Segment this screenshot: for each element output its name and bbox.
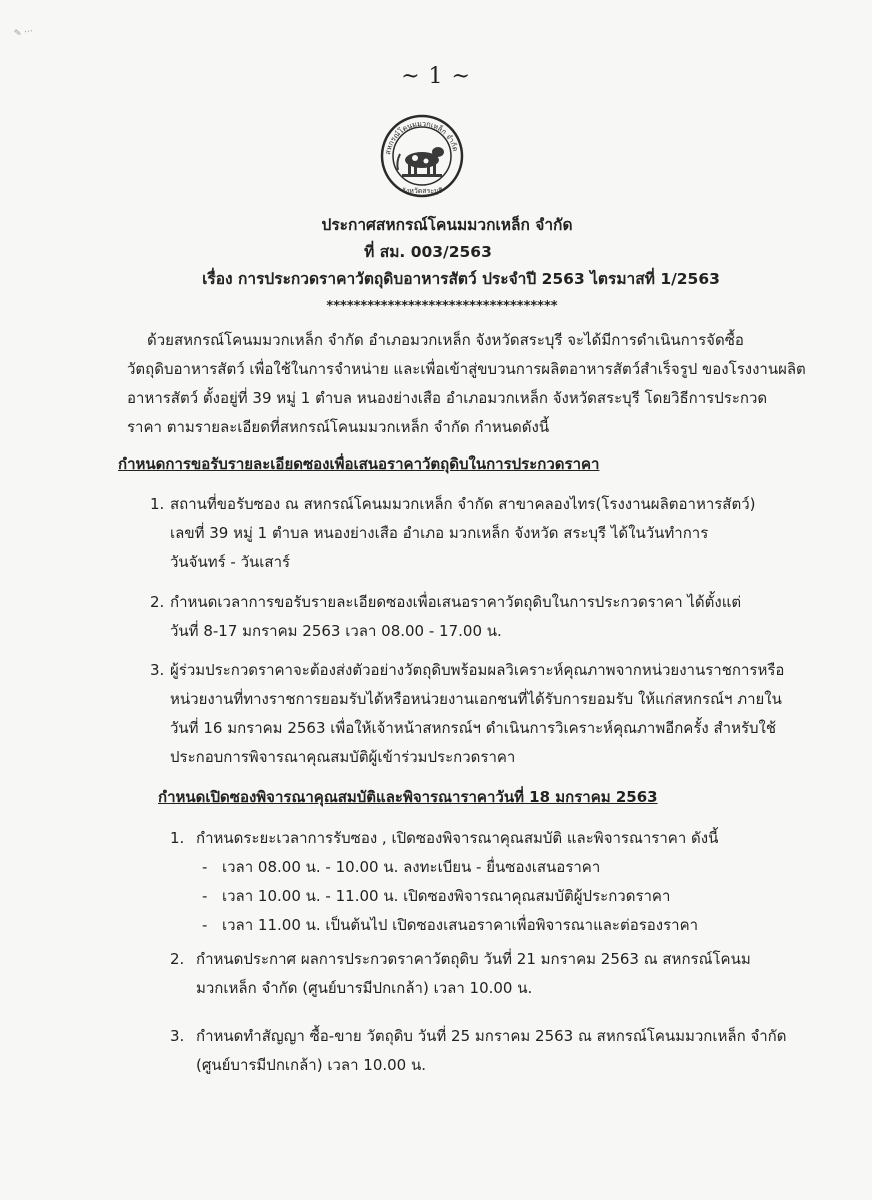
intro-paragraph	[127, 326, 806, 442]
schedule-text: เวลา 08.00 น. - 10.00 น. ลงทะเบียน - ยื่นซองเสนอราคา	[222, 858, 601, 876]
list-item	[150, 588, 741, 646]
schedule-text: เวลา 10.00 น. - 11.00 น. เปิดซองพิจารณาคุณสมบัติผู้ประกวดราคา	[222, 887, 671, 905]
item-line: มวกเหล็ก จำกัด (ศูนย์บารมีปกเกล้า) เวลา 10.00 น.	[196, 979, 533, 997]
margin-scribble: ✎ ···	[13, 26, 34, 40]
page-number: ~ 1 ~	[401, 64, 471, 89]
announcement-title	[0, 212, 872, 320]
item-line: สถานที่ขอรับซอง ณ สหกรณ์โคนมมวกเหล็ก จำกัด สาขาคลองไทร(โรงงานผลิตอาหารสัตว์)	[170, 495, 756, 513]
title-subject: เรื่อง การประกวดราคาวัตถุดิบอาหารสัตว์ ประจำปี 2563 ไตรมาสที่ 1/2563	[202, 270, 720, 288]
item-line: กำหนดเวลาการขอรับรายละเอียดซองเพื่อเสนอราคาวัตถุดิบในการประกวดราคา ได้ตั้งแต่	[170, 593, 742, 611]
title-reference-number: ที่ สม. 003/2563	[364, 243, 492, 261]
cooperative-seal-logo	[380, 114, 464, 198]
list-item	[150, 490, 755, 577]
item-number: 2.	[170, 950, 185, 968]
intro-line: ราคา ตามรายละเอียดที่สหกรณ์โคนมมวกเหล็ก จำกัด กำหนดดังนี้	[127, 418, 550, 436]
intro-line: ด้วยสหกรณ์โคนมมวกเหล็ก จำกัด อำเภอมวกเหล็ก จังหวัดสระบุรี จะได้มีการดำเนินการจัดซื้อ	[147, 331, 744, 349]
list-item	[170, 945, 751, 1003]
item-number: 3.	[150, 661, 165, 679]
item-line: วันจันทร์ - วันเสาร์	[170, 553, 291, 571]
schedule-text: เวลา 11.00 น. เป็นต้นไป เปิดซองเสนอราคาเพื่อพิจารณาและต่อรองราคา	[222, 916, 699, 934]
item-line: ผู้ร่วมประกวดราคาจะต้องส่งตัวอย่างวัตถุดิบพร้อมผลวิเคราะห์คุณภาพจากหน่วยงานราชการหรือ	[170, 661, 785, 679]
item-line: หน่วยงานที่ทางราชการยอมรับได้หรือหน่วยงานเอกชนที่ได้รับการยอมรับ ให้แก่สหกรณ์ฯ ภายใน	[170, 690, 782, 708]
item-line: กำหนดประกาศ ผลการประกวดราคาวัตถุดิบ วันที่ 21 มกราคม 2563 ณ สหกรณ์โคนม	[196, 950, 751, 968]
item-number: 1.	[170, 829, 185, 847]
item-line: กำหนดทำสัญญา ซื้อ-ขาย วัตถุดิบ วันที่ 25 มกราคม 2563 ณ สหกรณ์โคนมมวกเหล็ก จำกัด	[196, 1027, 787, 1045]
item-line: กำหนดระยะเวลาการรับซอง , เปิดซองพิจารณาคุณสมบัติ และพิจารณาราคา ดังนี้	[196, 829, 719, 847]
section-heading-bid-opening: กำหนดเปิดซองพิจารณาคุณสมบัติและพิจารณาราคาวันที่ 18 มกราคม 2563	[158, 788, 658, 806]
svg-text:จังหวัดสระบุรี: จังหวัดสระบุรี	[401, 187, 443, 195]
intro-line: อาหารสัตว์ ตั้งอยู่ที่ 39 หมู่ 1 ตำบล หนองย่างเสือ อำเภอมวกเหล็ก จังหวัดสระบุรี โดยวิธีการประกวด	[127, 389, 768, 407]
svg-text:สหกรณ์โคนมมวกเหล็ก จำกัด: สหกรณ์โคนมมวกเหล็ก จำกัด	[383, 118, 461, 156]
item-line: (ศูนย์บารมีปกเกล้า) เวลา 10.00 น.	[196, 1056, 427, 1074]
list-item	[170, 824, 718, 940]
section-heading-document-collection: กำหนดการขอรับรายละเอียดซองเพื่อเสนอราคาวัตถุดิบในการประกวดราคา	[118, 455, 600, 473]
item-line: วันที่ 8-17 มกราคม 2563 เวลา 08.00 - 17.00 น.	[170, 622, 502, 640]
title-divider: **********************************	[326, 299, 558, 314]
item-number: 1.	[150, 495, 165, 513]
list-item	[170, 1022, 787, 1080]
schedule-sub-item: - เวลา 10.00 น. - 11.00 น. เปิดซองพิจารณาคุณสมบัติผู้ประกวดราคา	[202, 887, 671, 905]
item-line: ประกอบการพิจารณาคุณสมบัติผู้เข้าร่วมประกวดราคา	[170, 748, 516, 766]
intro-line: วัตถุดิบอาหารสัตว์ เพื่อใช้ในการจำหน่าย และเพื่อเข้าสู่ขบวนการผลิตอาหารสัตว์สำเร็จรูป ของโรงงานผลิต	[127, 360, 806, 378]
item-number: 2.	[150, 593, 165, 611]
item-line: วันที่ 16 มกราคม 2563 เพื่อให้เจ้าหน้าสหกรณ์ฯ ดำเนินการวิเคราะห์คุณภาพอีกครั้ง สำหรับใช้	[170, 719, 777, 737]
item-number: 3.	[170, 1027, 185, 1045]
schedule-sub-item: - เวลา 11.00 น. เป็นต้นไป เปิดซองเสนอราคาเพื่อพิจารณาและต่อรองราคา	[202, 916, 699, 934]
schedule-sub-item: - เวลา 08.00 น. - 10.00 น. ลงทะเบียน - ยื่นซองเสนอราคา	[202, 858, 601, 876]
list-item	[150, 656, 784, 772]
title-organization: ประกาศสหกรณ์โคนมมวกเหล็ก จำกัด	[321, 216, 573, 234]
item-line: เลขที่ 39 หมู่ 1 ตำบล หนองย่างเสือ อำเภอ มวกเหล็ก จังหวัด สระบุรี ได้ในวันทำการ	[170, 524, 709, 542]
